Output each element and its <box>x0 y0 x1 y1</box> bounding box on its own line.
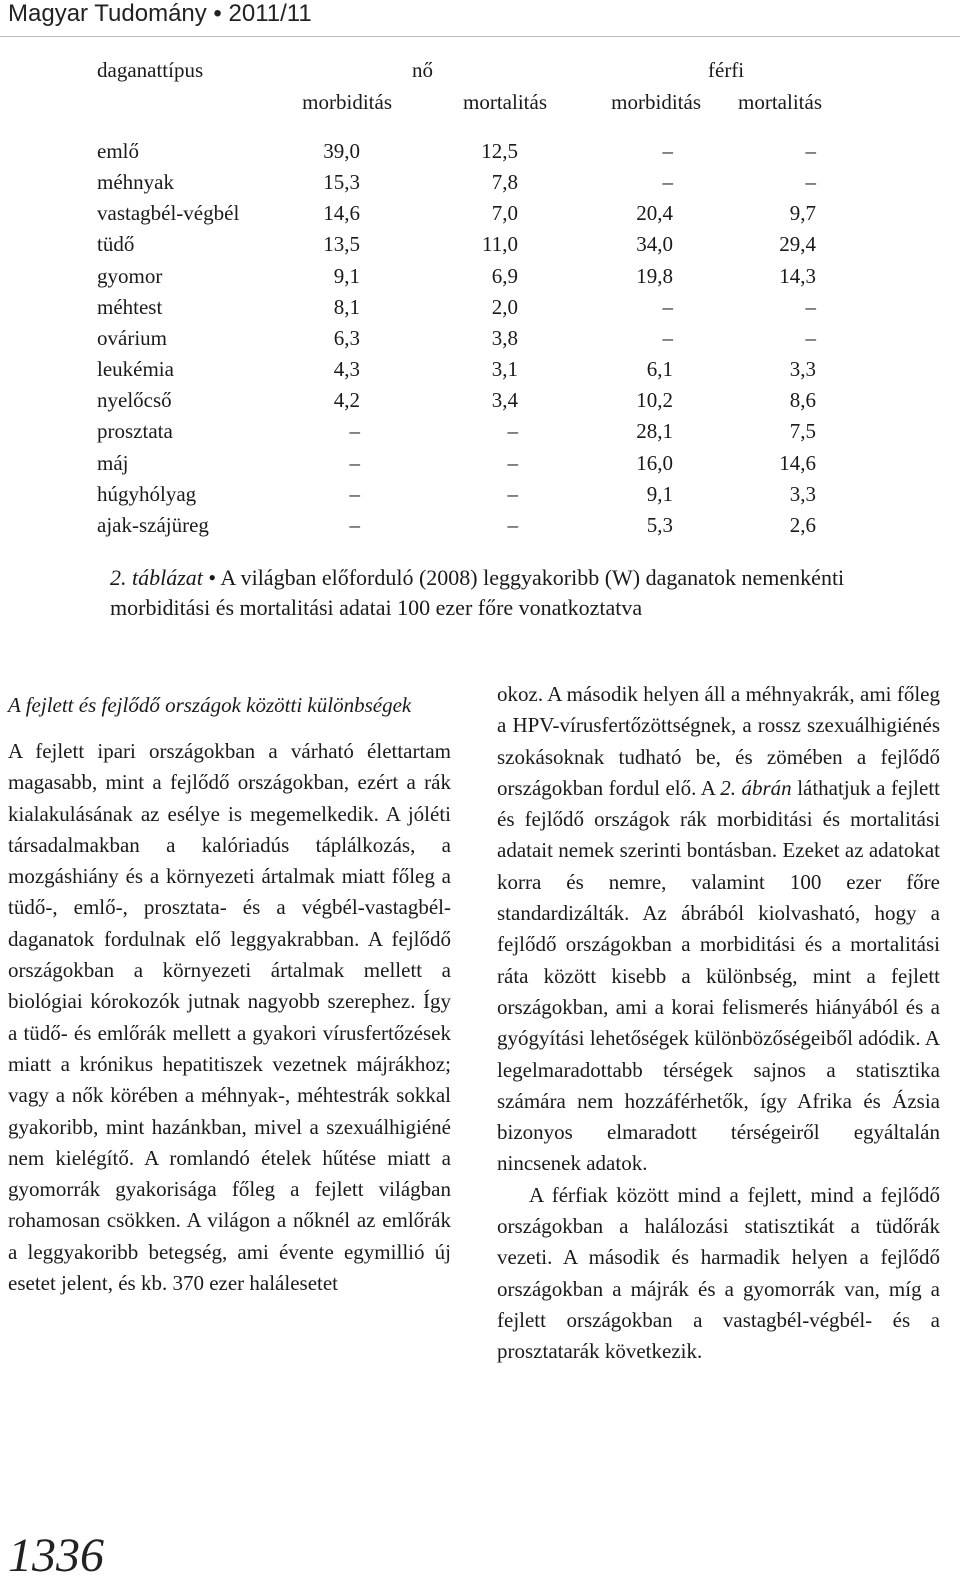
figure-reference: 2. ábrán <box>720 775 792 800</box>
table-cell: 19,8 <box>636 263 673 288</box>
table-cell: 6,1 <box>646 357 673 382</box>
table-cell: 34,0 <box>636 232 673 257</box>
table-cell: 14,3 <box>779 263 816 288</box>
table-cell: – <box>507 419 518 444</box>
section-subheading: A fejlett és fejlődő országok közötti különbségek <box>8 693 412 717</box>
table-cell: – <box>662 325 673 350</box>
table-cell: 9,7 <box>789 201 816 226</box>
table-cell: – <box>805 139 816 163</box>
table-cell: – <box>349 419 360 444</box>
table-cell: 7,5 <box>789 419 816 444</box>
column-label: daganattípus <box>97 58 204 82</box>
table-cell: 14,6 <box>323 201 360 226</box>
table-cell: 14,6 <box>779 450 816 475</box>
page-number: 1336 <box>8 1529 104 1582</box>
table-cell: 3,1 <box>491 357 518 382</box>
caption-text: A világban előforduló (2008) leggyakoribb (W) daganatok nemenkénti morbiditási és mortalitási adatai 100 ezer főre vonatkoztatva <box>110 565 845 620</box>
caption-label: 2. táblázat <box>110 565 203 590</box>
table-cell: 13,5 <box>323 232 360 257</box>
table-cell: 10,2 <box>636 388 673 413</box>
table-caption <box>110 563 910 623</box>
table-cell: – <box>507 512 518 537</box>
table-cell: 16,0 <box>636 450 673 475</box>
table-row-label: nyelőcső <box>97 388 172 413</box>
table-cell: 9,1 <box>646 481 673 506</box>
table-row-label: máj <box>97 450 129 475</box>
table-row-label: leukémia <box>97 357 174 382</box>
table-cell: 6,3 <box>333 325 360 350</box>
table-row-label: gyomor <box>97 263 163 288</box>
table-cell: 3,4 <box>491 388 518 413</box>
table-cell: 9,1 <box>333 263 360 288</box>
table-row-label: tüdő <box>97 232 135 257</box>
p1-text-b: láthatjuk a fejlett és fejlődő országok rák morbiditási és mortalitási adatait nemek szerinti bontásban. Ezeket az adatokat korra és nemre, valamint 100 ezer főre standardizálták. Az ábrából kiolvasható, hogy a fejlődő országokban a morbiditási és a mortalitási ráta között kisebb a különbség, mint a fejlett országokban, ami a korai felismerés hiányából és a gyógyítási lehetőségek különbözőségeiből adódik. A legelmaradottabb térségek sajnos a statisztika számára nem hozzáférhetők, így Afrika és Ázsia bizonyos elmaradott térségeiről egyáltalán nincsenek adatok. <box>497 775 940 1176</box>
p1-text-a: okoz. A második helyen áll a méhnyakrák, ami főleg a HPV-vírusfertőzöttségnek, a rossz szexuálhigiénés szokásoknak tudható be, és zömében a fejlődő országokban fordul elő. A <box>497 682 940 800</box>
table-cell: 4,2 <box>333 388 360 413</box>
sub-header-male-mortality: mortalitás <box>738 90 822 114</box>
table-cell: 4,3 <box>333 357 360 382</box>
table-cell: 29,4 <box>779 232 816 257</box>
table-row-label: ajak-szájüreg <box>97 512 209 537</box>
left-column <box>8 690 451 1299</box>
table-cell: 8,6 <box>789 388 816 413</box>
table-cell: 28,1 <box>636 419 673 444</box>
table-row-label: emlő <box>97 139 139 163</box>
table-cell: 2,0 <box>491 294 518 319</box>
table-cell: 11,0 <box>482 232 518 257</box>
table-cell: – <box>662 139 673 163</box>
table-cell: – <box>507 450 518 475</box>
table-cell: 3,8 <box>491 325 518 350</box>
table-cell: 39,0 <box>323 139 360 163</box>
sub-header-female-morbidity: morbiditás <box>302 90 392 114</box>
table-cell: – <box>805 170 816 195</box>
caption-bullet: • <box>202 565 221 590</box>
journal-header: Magyar Tudomány • 2011/11 <box>8 0 312 27</box>
table-cell: 6,9 <box>491 263 518 288</box>
table-cell: 7,8 <box>491 170 518 195</box>
table-cell: 3,3 <box>789 481 816 506</box>
table-cell: – <box>349 450 360 475</box>
right-paragraph-1 <box>497 679 940 1180</box>
table-row-label: méhtest <box>97 294 163 319</box>
table-cell: 12,5 <box>481 139 518 163</box>
table-row-label: prosztata <box>97 419 173 444</box>
table-cell: – <box>349 481 360 506</box>
data-table <box>0 0 960 560</box>
table-cell: 20,4 <box>636 201 673 226</box>
table-cell: 7,0 <box>491 201 518 226</box>
table-cell: – <box>805 325 816 350</box>
table-cell: 3,3 <box>789 357 816 382</box>
table-row-label: vastagbél-végbél <box>97 201 240 226</box>
table-row-label: húgyhólyag <box>97 481 197 506</box>
table-cell: – <box>662 170 673 195</box>
left-paragraph: A fejlett ipari országokban a várható élettartam magasabb, mint a fejlődő országokban, ezért a rák kialakulásának az esélye is megemelkedik. A jóléti társadalmakban a kalóriadús táplálkozás, a mozgáshiány és a környezeti ártalmak miatt főleg a tüdő-, emlő-, prosztata- és a végbél-vastagbél-daganatok fordulnak elő leggyakrabban. A fejlődő országokban a környezeti ártalmak mellett a biológiai kórokozók jutnak nagyobb szerephez. Így a tüdő- és emlőrák mellett a gyakori vírusfertőzések miatt a krónikus hepatitiszek vezetnek májrákhoz; vagy a nők körében a méhnyak-, méhtestrák sokkal gyakoribb, mint hazánkban, mivel a szexuálhigiéné nem kielégítő. A romlandó ételek hűtése miatt a gyomorrák gyakorisága főleg a fejlett világban rohamosan csökken. A világon a nőknél az emlőrák a leggyakoribb betegség, ami évente egymillió új esetet jelent, és kb. 370 ezer halálesetet <box>8 739 451 1296</box>
right-column <box>497 679 940 1368</box>
sub-header-male-morbidity: morbiditás <box>611 90 701 114</box>
table-cell: 8,1 <box>333 294 360 319</box>
table-row-label: ovárium <box>97 325 167 350</box>
group-female-header: nő <box>412 58 433 82</box>
table-row-label: méhnyak <box>97 170 174 195</box>
table-cell: 15,3 <box>323 170 360 195</box>
group-male-header: férfi <box>708 58 745 82</box>
table-cell: – <box>805 294 816 319</box>
sub-header-female-mortality: mortalitás <box>463 90 547 114</box>
table-cell: – <box>507 481 518 506</box>
right-paragraph-2: A férfiak között mind a fejlett, mind a fejlődő országokban a halálozási statisztikát a tüdőrák vezeti. A második és harmadik helyen a fejlődő országokban a májrák és a gyomorrák van, míg a fejlett országokban a vastagbél-végbél- és a prosztatarák következik. <box>497 1182 940 1364</box>
table-cell: 2,6 <box>789 512 816 537</box>
table-cell: – <box>349 512 360 537</box>
table-cell: 5,3 <box>646 512 673 537</box>
table-cell: – <box>662 294 673 319</box>
